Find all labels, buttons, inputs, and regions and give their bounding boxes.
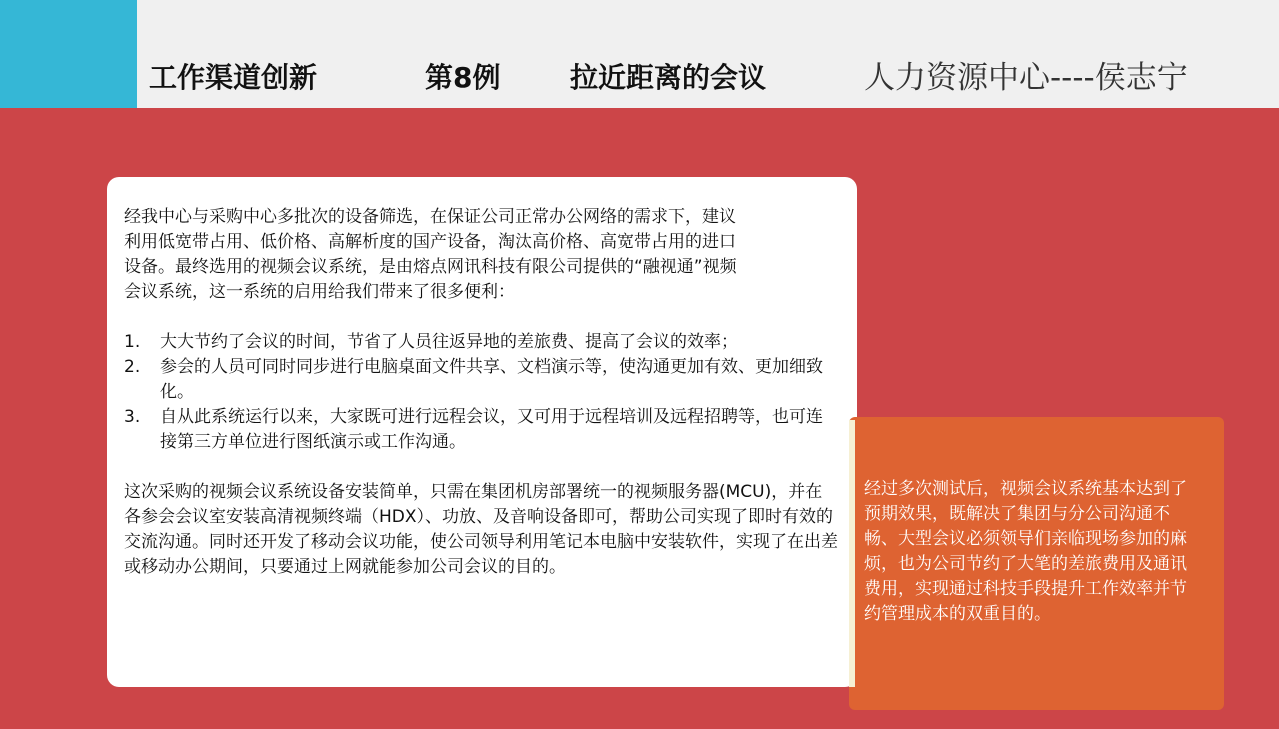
- list-item-number: 2.: [124, 357, 141, 377]
- list-item-number: 1.: [124, 332, 141, 352]
- list-item: [124, 405, 839, 455]
- list-item-text: 自从此系统运行以来，大家既可进行远程会议，又可用于远程培训及远程招聘等，也可连接第三方单位进行图纸演示或工作沟通。: [160, 407, 823, 452]
- accent-block: [0, 0, 137, 108]
- slide-title-topic: 工作渠道创新: [149, 61, 318, 94]
- list-item-text: 参会的人员可同时同步进行电脑桌面文件共享、文档演示等，使沟通更加有效、更加细致化。: [160, 357, 823, 402]
- benefit-list: [124, 330, 839, 455]
- summary-text: 经过多次测试后，视频会议系统基本达到了预期效果，既解决了集团与分公司沟通不畅、大型会议必须领导们亲临现场参加的麻烦，也为公司节约了大笔的差旅费用及通讯费用，实现通过科技手段提升工作效率并节约管理成本的双重目的。: [864, 479, 1187, 624]
- intro-paragraph: 经我中心与采购中心多批次的设备筛选，在保证公司正常办公网络的需求下，建议利用低宽带占用、低价格、高解析度的国产设备，淘汰高价格、高宽带占用的进口设备。最终选用的视频会议系统，是由熔点网讯科技有限公司提供的“融视通”视频会议系统，这一系统的启用给我们带来了很多便利：: [124, 207, 737, 302]
- list-item-number: 3.: [124, 407, 141, 427]
- summary-card: [849, 417, 1224, 710]
- main-text-card: [107, 177, 857, 687]
- list-item: [124, 355, 839, 405]
- list-item-text: 大大节约了会议的时间，节省了人员往返异地的差旅费、提高了会议的效率；: [160, 332, 738, 352]
- card-edge-highlight: [849, 420, 855, 687]
- slide-author: 人力资源中心----侯志宁: [864, 60, 1188, 96]
- slide-header: [0, 0, 1279, 108]
- list-item: [124, 330, 839, 355]
- slide-title-case-number: 第8例: [425, 61, 501, 94]
- slide-title-subject: 拉近距离的会议: [570, 61, 767, 94]
- closing-paragraph: 这次采购的视频会议系统设备安装简单，只需在集团机房部署统一的视频服务器(MCU)，并在各参会会议室安装高清视频终端（HDX）、功放、及音响设备即可，帮助公司实现了即时有效的交流沟通。同时还开发了移动会议功能，使公司领导利用笔记本电脑中安装软件，实现了在出差或移动办公期间，只要通过上网就能参加公司会议的目的。: [124, 482, 838, 577]
